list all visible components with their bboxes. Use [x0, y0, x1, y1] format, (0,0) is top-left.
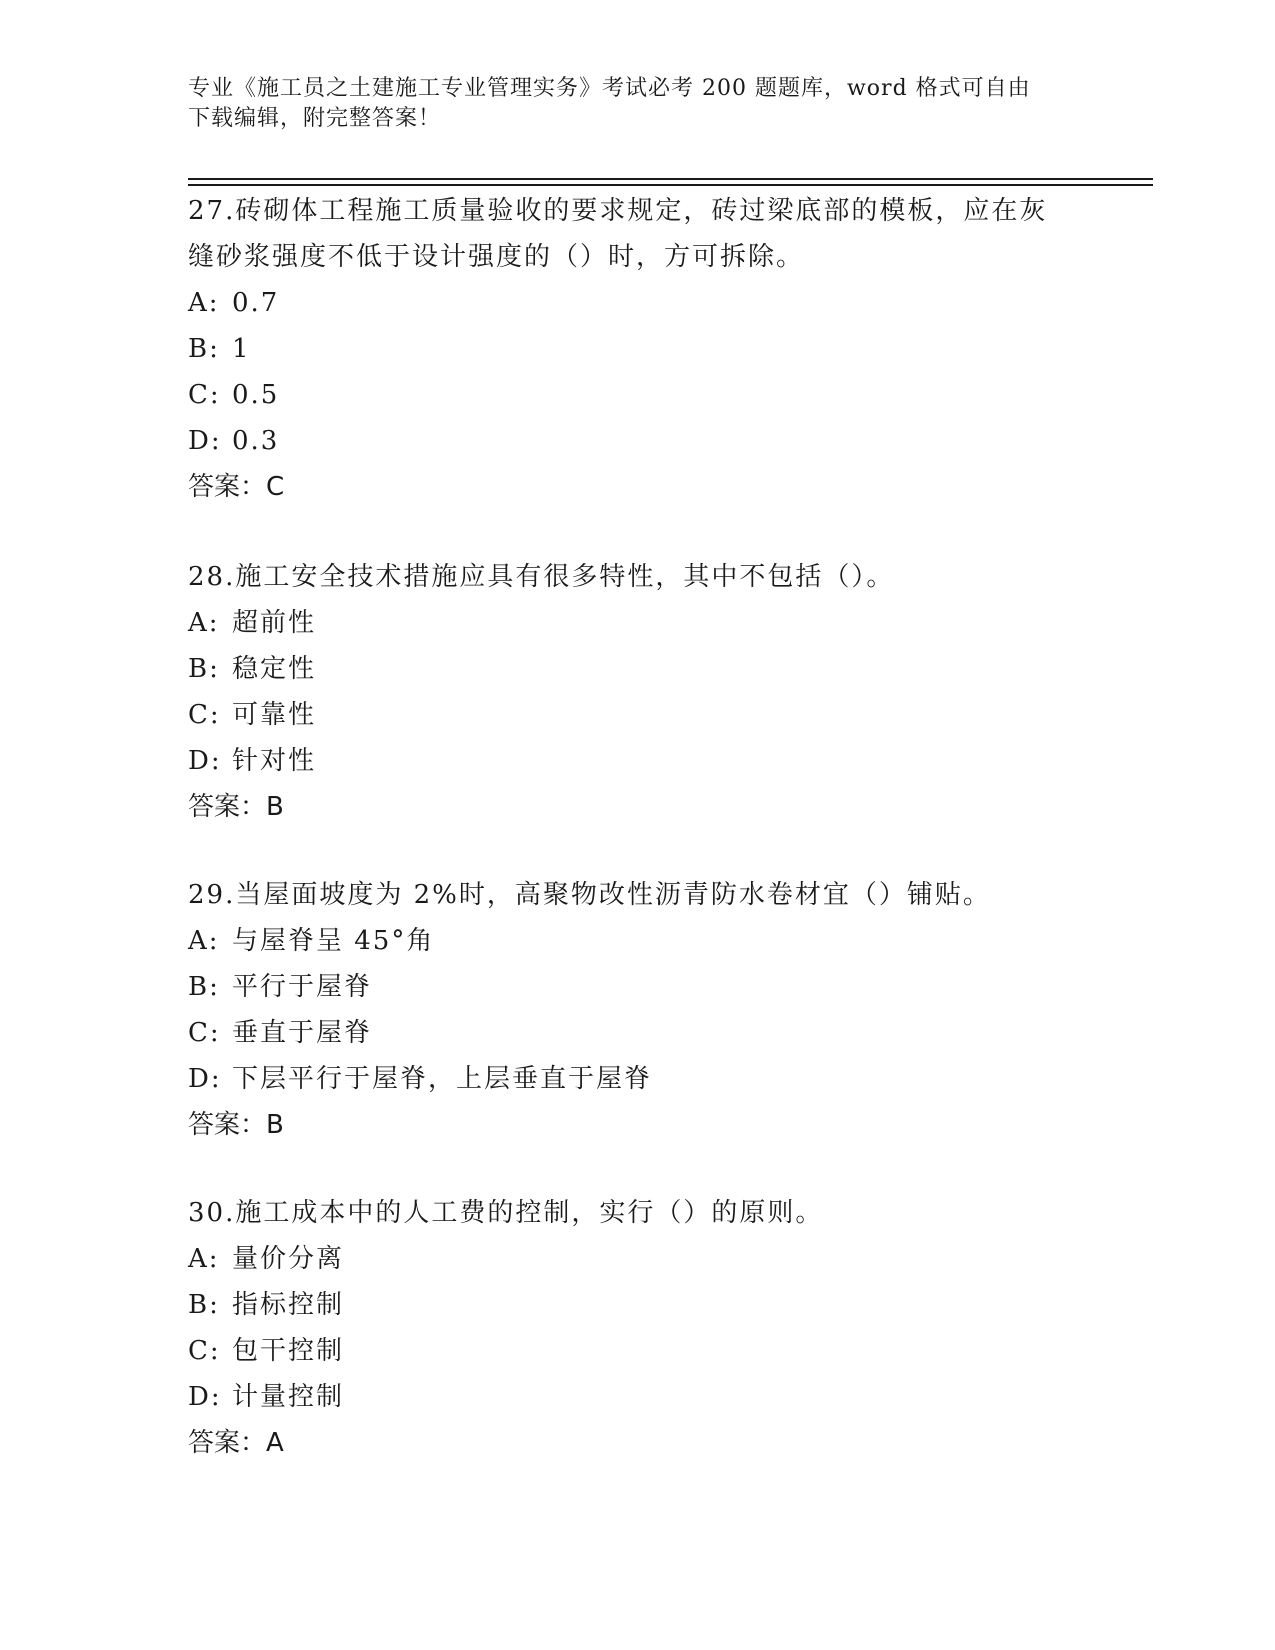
document-header	[188, 74, 1088, 134]
option-letter: A:	[188, 926, 220, 956]
option-text: 与屋脊呈 45°角	[232, 926, 435, 956]
question-27	[188, 188, 1088, 510]
header-divider-top	[188, 178, 1153, 180]
option-a	[188, 1236, 1088, 1282]
option-letter: D:	[188, 426, 222, 456]
option-c	[188, 1328, 1088, 1374]
option-letter: C:	[188, 1018, 221, 1048]
option-b	[188, 1282, 1088, 1328]
option-c	[188, 1010, 1088, 1056]
option-b	[188, 646, 1088, 692]
question-stem: 30.施工成本中的人工费的控制，实行（）的原则。	[188, 1198, 824, 1228]
answer-line: 答案：C	[188, 472, 285, 502]
option-letter: A:	[188, 1244, 220, 1274]
option-text: 0.7	[232, 288, 280, 318]
option-text: 包干控制	[232, 1336, 345, 1366]
option-text: 0.5	[232, 380, 280, 410]
option-a	[188, 600, 1088, 646]
option-text: 可靠性	[232, 700, 317, 730]
option-text: 针对性	[232, 746, 317, 776]
option-text: 平行于屋脊	[232, 972, 373, 1002]
option-text: 垂直于屋脊	[232, 1018, 373, 1048]
option-letter: B:	[188, 1290, 220, 1320]
option-c	[188, 692, 1088, 738]
header-line-1: 专业《施工员之土建施工专业管理实务》考试必考 200 题题库，word 格式可自由	[188, 76, 1031, 101]
option-text: 计量控制	[232, 1382, 345, 1412]
answer-line: 答案：B	[188, 1110, 284, 1140]
option-letter: B:	[188, 654, 220, 684]
question-stem: 29.当屋面坡度为 2%时，高聚物改性沥青防水卷材宜（）铺贴。	[188, 880, 991, 910]
answer-line: 答案：B	[188, 792, 284, 822]
option-text: 指标控制	[232, 1290, 345, 1320]
question-stem: 27.砖砌体工程施工质量验收的要求规定，砖过梁底部的模板，应在灰	[188, 196, 1048, 226]
option-d	[188, 738, 1088, 784]
option-d	[188, 1056, 1088, 1102]
question-stem: 28.施工安全技术措施应具有很多特性，其中不包括（）。	[188, 562, 895, 592]
option-text: 量价分离	[232, 1244, 345, 1274]
question-30	[188, 1190, 1088, 1466]
option-letter: D:	[188, 746, 222, 776]
header-divider-bottom	[188, 184, 1153, 186]
option-letter: A:	[188, 608, 220, 638]
option-b	[188, 964, 1088, 1010]
option-text: 超前性	[232, 608, 317, 638]
option-letter: C:	[188, 700, 221, 730]
option-text: 0.3	[232, 426, 280, 456]
option-d	[188, 1374, 1088, 1420]
option-a	[188, 280, 1088, 326]
option-letter: D:	[188, 1382, 222, 1412]
option-letter: A:	[188, 288, 220, 318]
question-stem-continued: 缝砂浆强度不低于设计强度的（）时，方可拆除。	[188, 242, 805, 272]
option-letter: B:	[188, 972, 220, 1002]
option-text: 1	[232, 334, 251, 364]
header-line-2: 下载编辑，附完整答案！	[188, 106, 442, 131]
option-c	[188, 372, 1088, 418]
option-letter: C:	[188, 380, 221, 410]
option-letter: B:	[188, 334, 220, 364]
option-d	[188, 418, 1088, 464]
option-letter: D:	[188, 1064, 222, 1094]
option-a	[188, 918, 1088, 964]
question-29	[188, 872, 1088, 1148]
option-text: 下层平行于屋脊，上层垂直于屋脊	[232, 1064, 653, 1094]
option-b	[188, 326, 1088, 372]
answer-line: 答案：A	[188, 1428, 284, 1458]
option-text: 稳定性	[232, 654, 317, 684]
question-28	[188, 554, 1088, 830]
option-letter: C:	[188, 1336, 221, 1366]
